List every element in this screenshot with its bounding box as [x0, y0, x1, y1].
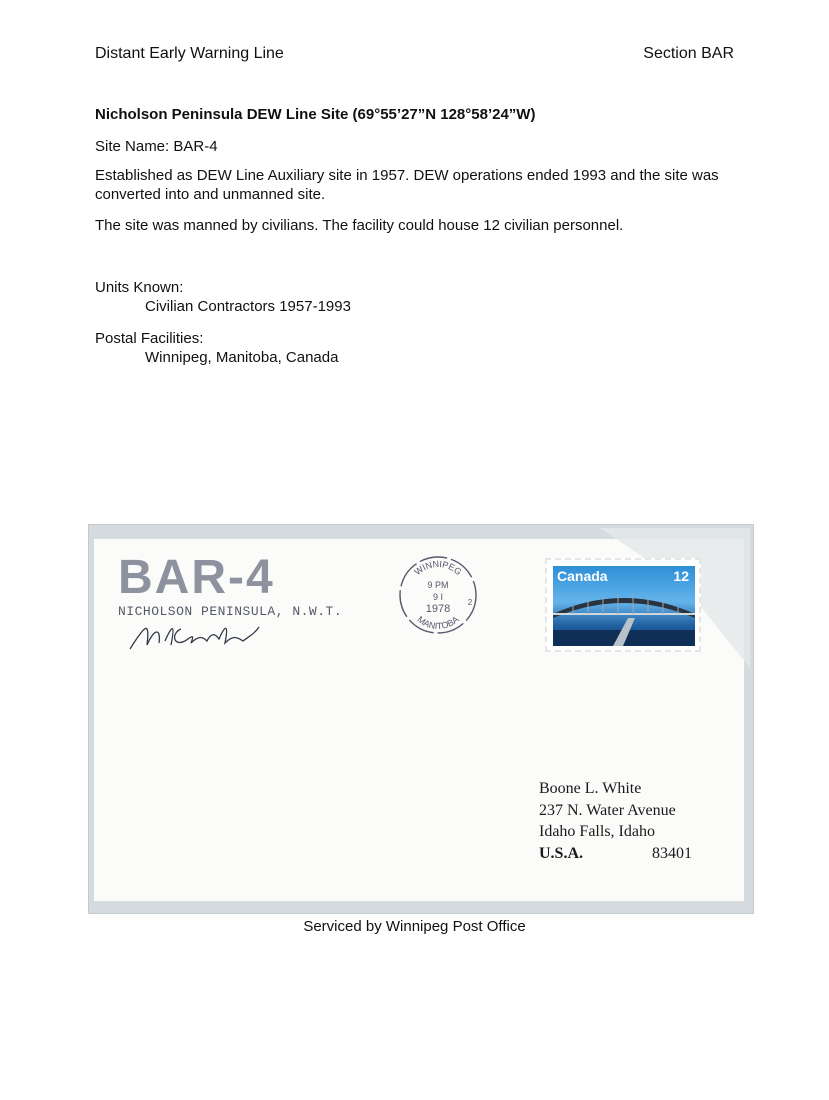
- handwritten-signature: [125, 615, 275, 655]
- postage-stamp-image: [553, 566, 695, 646]
- postage-value: 12: [673, 568, 689, 584]
- paragraph-established: Established as DEW Line Auxiliary site in 1957. DEW operations ended 1993 and the site was converted into and unmanned site.: [95, 167, 719, 203]
- header-section-title: Distant Early Warning Line: [95, 45, 284, 62]
- handstamp-site-code: BAR-4: [118, 551, 275, 604]
- address-name: Boone L. White: [539, 780, 642, 797]
- postage-country: Canada: [557, 568, 608, 584]
- address-city: Idaho Falls, Idaho: [539, 823, 655, 840]
- svg-text:MANITOBA: [415, 614, 460, 631]
- postage-stamp: [545, 558, 701, 652]
- postal-facilities-item: Winnipeg, Manitoba, Canada: [145, 349, 339, 366]
- postmark-day: 9 I: [432, 592, 444, 602]
- postmark-year: 1978: [425, 603, 451, 615]
- site-name: Site Name: BAR-4: [95, 138, 218, 155]
- units-known-item: Civilian Contractors 1957-1993: [145, 298, 351, 315]
- envelope-caption: Serviced by Winnipeg Post Office: [303, 918, 526, 935]
- postmark-cancel: [396, 553, 480, 637]
- units-known-label: Units Known:: [95, 279, 184, 296]
- address-zip: 83401: [652, 845, 692, 862]
- address-country: U.S.A.: [539, 845, 584, 862]
- postal-facilities-block: [95, 329, 745, 367]
- units-known-block: [95, 278, 745, 316]
- paragraph-manned: The site was manned by civilians. The facility could house 12 civilian personnel.: [95, 217, 624, 234]
- postmark-time: 9 PM: [427, 580, 449, 590]
- header-section-code: Section BAR: [643, 45, 734, 62]
- handstamp-location: NICHOLSON PENINSULA, N.W.T.: [118, 604, 343, 619]
- address-street: 237 N. Water Avenue: [539, 802, 676, 819]
- postmark-province: MANITOBA: [415, 614, 461, 632]
- postal-facilities-label: Postal Facilities:: [95, 330, 204, 347]
- bridge-illustration: [553, 584, 695, 646]
- page-title: Nicholson Peninsula DEW Line Site (69°55’27”N 128°58’24”W): [95, 106, 536, 123]
- postmark-city: WINNIPEG: [412, 558, 464, 578]
- postmark-number: 2: [467, 598, 473, 607]
